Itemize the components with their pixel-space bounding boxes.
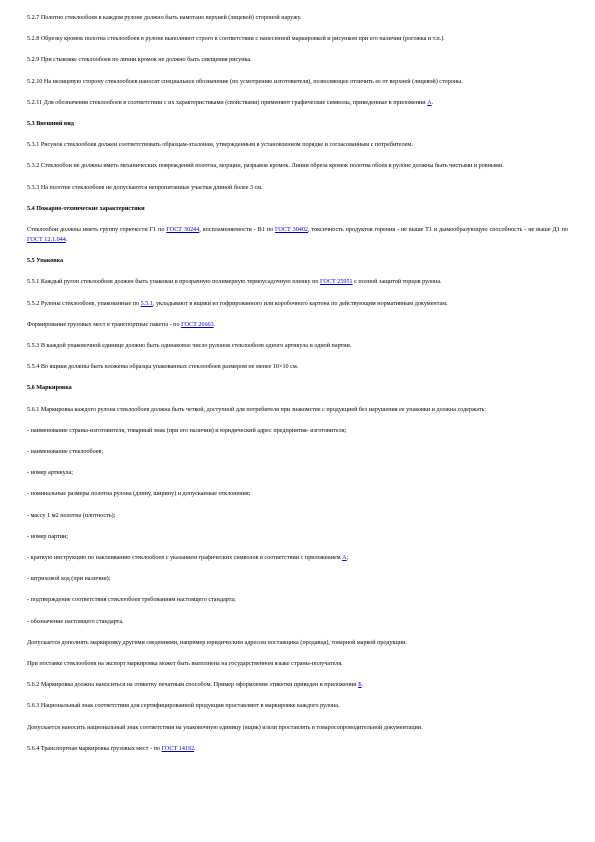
- paragraph: [27, 618, 568, 628]
- reference-link[interactable]: ГОСТ 25951: [319, 279, 353, 286]
- text-run: 5.2.8 Обрезку кромок полотна стеклообоев в рулоне выполняют строго в соответствии с нанесенной маркировкой и рисунком при его наличии (рогожка и т.п.).: [27, 36, 445, 43]
- paragraph: [27, 512, 568, 522]
- paragraph: [27, 554, 568, 564]
- text-run: 5.6.3 Национальный знак соответствия для сертифицированной продукции проставляют в маркировке каждого рулона.: [27, 703, 340, 710]
- text-run: - краткую инструкцию по наклеиванию стеклообоев с указанием графических символов в соответствии с приложением: [27, 554, 343, 561]
- paragraph: [27, 14, 568, 24]
- paragraph: [27, 575, 568, 585]
- text-run: 5.6.1 Маркировка каждого рулона стеклообоев должна быть четкой, доступной для потребителя при знакомстве с продукцией без нарушения ее упаковки и должна содержать:: [27, 406, 487, 413]
- text-run: , воспламеняемости - В1 по: [199, 227, 275, 234]
- paragraph: [27, 162, 568, 172]
- paragraph: [27, 56, 568, 66]
- paragraph: [27, 278, 568, 288]
- reference-link[interactable]: А: [342, 554, 347, 561]
- text-run: - наименование страны-изготовителя, товарный знак (при его наличии) и юридический адрес предприятия- изготовителя;: [27, 427, 347, 434]
- text-run: .: [194, 745, 196, 752]
- text-run: , токсичность продуктов горения - не выше Т1 и дымообразующую способность - не выше Д1 по: [307, 227, 568, 234]
- text-run: Стеклообои должны иметь группу горючести Г1 по: [27, 227, 167, 234]
- paragraph: [27, 702, 568, 712]
- paragraph: [27, 141, 568, 151]
- text-run: 5.6.2 Маркировка должна наноситься на этикетку печатным способом. Пример оформления этикетки приведен в приложении: [27, 682, 359, 689]
- paragraph: [27, 321, 568, 331]
- text-run: - обозначение настоящего стандарта.: [27, 618, 124, 625]
- paragraph: [27, 427, 568, 437]
- paragraph: [27, 490, 568, 500]
- paragraph: [27, 99, 568, 109]
- text-run: 5.3.3 На полотне стеклообоев не допускаются непропитанные участки длиной более 3 см.: [27, 184, 263, 191]
- text-run: Допускается дополнять маркировку другими сведениями, например юридическим адресом поставщика (продавца), товарной маркой продукции.: [27, 639, 407, 646]
- text-run: Допускается наносить национальный знак соответствия на упаковочную единицу (ящик) и/или проставлять в товаросопроводительной документации.: [27, 724, 423, 731]
- paragraph: [27, 660, 568, 670]
- paragraph: [27, 406, 568, 416]
- reference-link[interactable]: ГОСТ 12.1.044: [27, 236, 66, 243]
- text-run: - номинальные размеры полотна рулона (длину, ширину) и допускаемые отклонения;: [27, 491, 251, 498]
- paragraph: [27, 681, 568, 691]
- paragraph: [27, 78, 568, 88]
- document-body: [27, 14, 568, 766]
- paragraph: [27, 724, 568, 734]
- text-run: 5.6.4 Транспортная маркировка грузовых мест - по: [27, 745, 162, 752]
- text-run: 5.5.2 Рулоны стеклообоев, упакованные по: [27, 300, 141, 307]
- text-run: 5.2.9 При стыковке стеклообоев по линии кромок не должно быть смещения рисунка.: [27, 57, 252, 64]
- reference-link[interactable]: ГОСТ 30244: [166, 227, 200, 234]
- text-run: - номер артикула;: [27, 470, 73, 477]
- reference-link[interactable]: Б: [358, 682, 362, 689]
- paragraph: [27, 469, 568, 479]
- paragraph: [27, 533, 568, 543]
- text-run: 5.2.11 Для обозначения стеклообоев в соответствии с их характеристиками (свойствами) применяют графические символы, приведенные в приложении: [27, 99, 428, 106]
- paragraph: [27, 300, 568, 310]
- reference-link[interactable]: 5.5.1: [140, 300, 153, 307]
- paragraph: [27, 35, 568, 45]
- paragraph: [27, 639, 568, 649]
- text-run: ;: [346, 554, 349, 561]
- text-run: - подтверждение соответствия стеклообоев требованиям настоящего стандарта;: [27, 597, 236, 604]
- paragraph: [27, 226, 568, 246]
- text-run: 5.2.7 Полотно стеклообоев в каждом рулоне должно быть намотано верхней (лицевой) стороной наружу.: [27, 15, 302, 21]
- text-run: - наименование стеклообоев;: [27, 448, 104, 455]
- paragraph: [27, 342, 568, 352]
- reference-link[interactable]: ГОСТ 30402: [274, 227, 308, 234]
- text-run: - номер партии;: [27, 533, 68, 540]
- text-run: 5.2.10 На нелицевую сторону стеклообоев наносят специальное обозначение (по усмотрению изготовителя), позволяющее отличить ее от верхней (лицевой) стороны.: [27, 78, 463, 85]
- text-run: - массу 1 м2 полотна (плотность);: [27, 512, 116, 519]
- text-run: 5.5.1 Каждый рулон стеклообоев должен быть упакован в прозрачную полимерную термоусадочную пленку по: [27, 279, 320, 286]
- section-heading: [27, 257, 568, 267]
- reference-link[interactable]: ГОСТ 14192: [161, 745, 195, 752]
- paragraph: [27, 745, 568, 755]
- text-run: .: [65, 236, 68, 243]
- text-run: .: [431, 99, 434, 106]
- text-run: , укладывают в ящики из гофрированного или коробочного картона по действующим нормативным документам.: [152, 300, 448, 307]
- text-run: 5.5 Упаковка: [27, 258, 64, 265]
- text-run: 5.5.4 Во ящики должны быть вложены образцы упакованных стеклообоев размером не менее 10×10 см.: [27, 364, 299, 371]
- paragraph: [27, 596, 568, 606]
- text-run: .: [361, 682, 364, 689]
- text-run: 5.3 Внешний вид: [27, 121, 74, 128]
- reference-link[interactable]: А: [427, 99, 432, 106]
- text-run: При поставке стеклообоев на экспорт маркировка может быть выполнена на государственном языке страны-получателя.: [27, 661, 343, 667]
- section-heading: [27, 120, 568, 130]
- section-heading: [27, 205, 568, 215]
- paragraph: [27, 363, 568, 373]
- paragraph: [27, 448, 568, 458]
- text-run: 5.3.2 Стеклообои не должны иметь механических повреждений полотна, морщин, разрывов кромок. Линии обреза кромок полотна обоев в рулоне должны быть чистыми и ровными.: [27, 163, 504, 170]
- section-heading: [27, 384, 568, 394]
- paragraph: [27, 184, 568, 194]
- text-run: - штриховой код (при наличии);: [27, 576, 111, 583]
- reference-link[interactable]: ГОСТ 26663: [181, 321, 214, 328]
- text-run: .: [213, 321, 216, 328]
- text-run: 5.3.1 Рисунок стеклообоев должен соответствовать образцам-эталонам, утвержденным в установленном порядке и согласованным с потребителем.: [27, 142, 413, 149]
- text-run: 5.4 Пожарно-технические характеристики: [27, 205, 145, 212]
- text-run: Формирование грузовых мест в транспортные пакеты - по: [27, 321, 182, 328]
- text-run: 5.5.3 В каждой упаковочной единице должно быть одинаковое число рулонов стеклообоев одного артикула и одной партии.: [27, 342, 352, 349]
- text-run: с полной защитой торцов рулона.: [352, 279, 442, 286]
- text-run: 5.6 Маркировка: [27, 385, 72, 392]
